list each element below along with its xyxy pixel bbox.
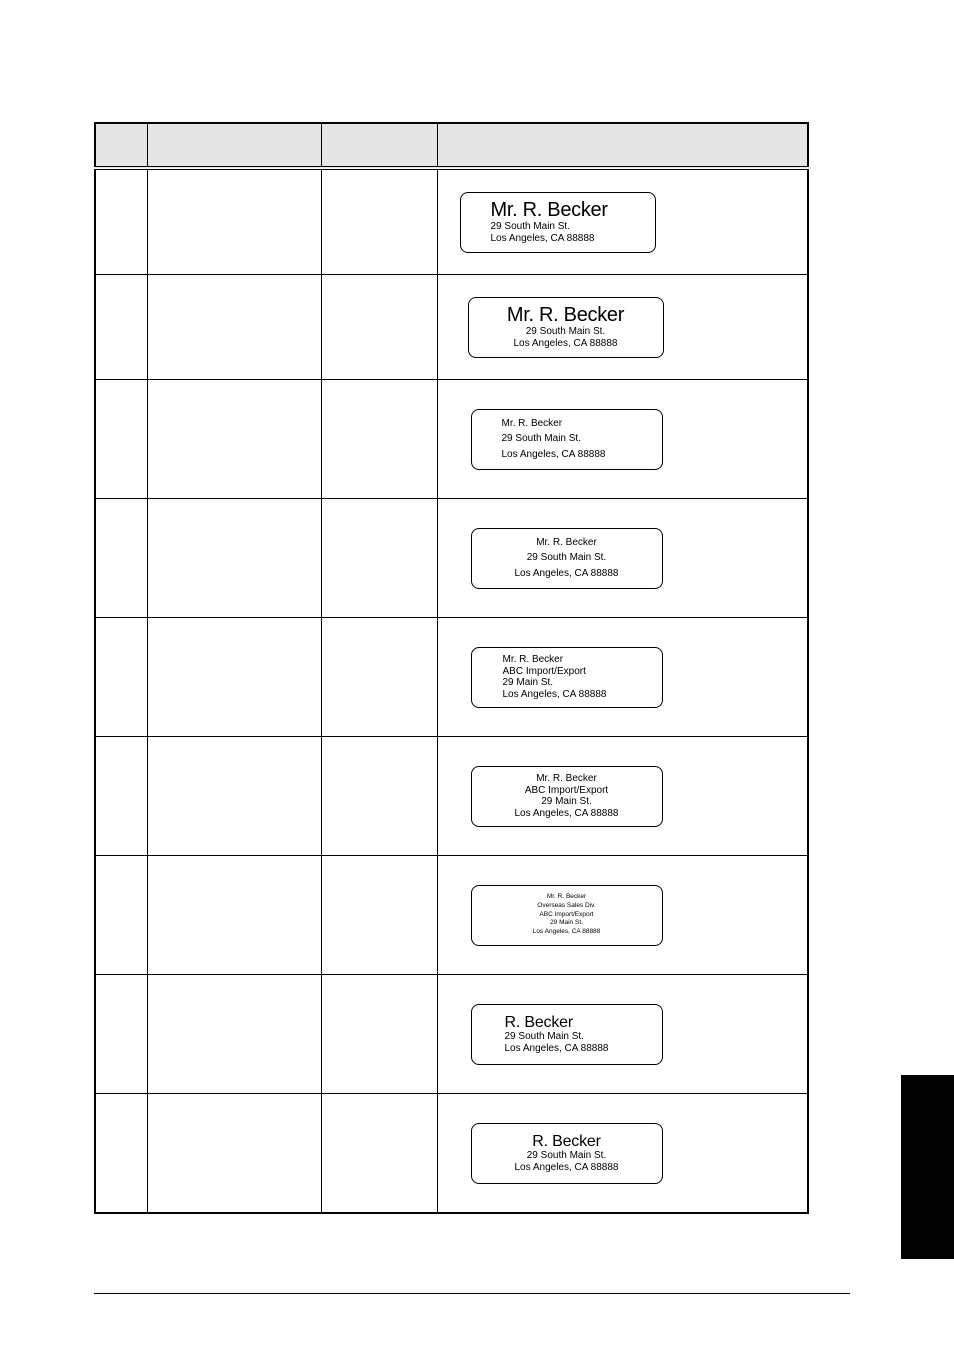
- header-cell: [321, 123, 437, 168]
- label-line: Los Angeles, CA 88888: [513, 337, 618, 349]
- sample-cell: [437, 737, 808, 856]
- table-cell: [95, 380, 147, 499]
- table-cell: [95, 618, 147, 737]
- table-cell: [321, 168, 437, 275]
- label-line: R. Becker: [504, 1013, 573, 1031]
- sample-cell: [437, 168, 808, 275]
- table-row: [95, 737, 808, 856]
- label-line: Mr. R. Becker: [502, 654, 564, 665]
- table-row: [95, 168, 808, 275]
- table-cell: [95, 975, 147, 1094]
- table-row: [95, 975, 808, 1094]
- sample-cell: [437, 275, 808, 380]
- label-line: 29 South Main St.: [504, 1031, 584, 1043]
- table-cell: [321, 1094, 437, 1214]
- table-cell: [95, 1094, 147, 1214]
- label-line: Mr. R. Becker: [536, 773, 597, 784]
- table-cell: [147, 499, 321, 618]
- table-cell: [147, 1094, 321, 1214]
- table-cell: [95, 737, 147, 856]
- table-row: [95, 380, 808, 499]
- sample-cell: [437, 856, 808, 975]
- table-row: [95, 499, 808, 618]
- label-line: Los Angeles, CA 88888: [501, 448, 606, 460]
- table-cell: [321, 737, 437, 856]
- sample-cell: [437, 975, 808, 1094]
- table-cell: [95, 856, 147, 975]
- label-line: Los Angeles, CA 88888: [532, 928, 601, 936]
- label-layout-table: [94, 122, 809, 1214]
- sample-cell: [437, 380, 808, 499]
- section-thumb-tab: [901, 1075, 954, 1259]
- table-row: [95, 1094, 808, 1214]
- label-sample: [471, 1123, 663, 1184]
- label-line: Mr. R. Becker: [546, 893, 587, 901]
- label-line: 29 South Main St.: [525, 326, 606, 337]
- label-line: 29 Main St.: [550, 919, 583, 927]
- table-row: [95, 275, 808, 380]
- table-cell: [321, 275, 437, 380]
- footer-divider: [94, 1293, 850, 1294]
- table-cell: [95, 168, 147, 275]
- table-cell: [321, 856, 437, 975]
- label-line: Los Angeles, CA 88888: [514, 807, 619, 819]
- label-sample: [471, 528, 663, 589]
- header-cell: [147, 123, 321, 168]
- label-line: Los Angeles, CA 88888: [504, 1042, 609, 1054]
- label-line: 29 South Main St.: [526, 1150, 607, 1162]
- label-line: Los Angeles, CA 88888: [514, 1161, 619, 1173]
- label-sample: [471, 766, 663, 827]
- table-header-row: [95, 123, 808, 168]
- label-line: R. Becker: [532, 1132, 601, 1150]
- label-line: 29 South Main St.: [501, 433, 581, 445]
- label-line: Mr. R. Becker: [501, 417, 563, 429]
- label-sample: [468, 297, 664, 358]
- table-cell: [321, 975, 437, 1094]
- header-cell: [437, 123, 808, 168]
- label-line: Overseas Sales Div.: [537, 901, 596, 909]
- sample-cell: [437, 1094, 808, 1214]
- table-cell: [321, 380, 437, 499]
- label-line: Mr. R. Becker: [536, 536, 597, 548]
- label-sample: [471, 409, 663, 470]
- table-cell: [95, 499, 147, 618]
- label-line: Mr. R. Becker: [490, 199, 608, 221]
- table-cell: [147, 168, 321, 275]
- label-sample: [471, 1004, 663, 1065]
- table-row: [95, 618, 808, 737]
- label-line: 29 Main St.: [541, 796, 592, 807]
- label-line: Mr. R. Becker: [506, 304, 625, 326]
- label-line: ABC Import/Export: [539, 910, 594, 918]
- header-cell: [95, 123, 147, 168]
- table-cell: [321, 499, 437, 618]
- table-cell: [147, 275, 321, 380]
- table-row: [95, 856, 808, 975]
- table-cell: [147, 618, 321, 737]
- table-cell: [147, 737, 321, 856]
- label-line: ABC Import/Export: [524, 784, 609, 796]
- table-cell: [321, 618, 437, 737]
- label-line: ABC Import/Export: [502, 665, 586, 677]
- label-line: 29 South Main St.: [490, 221, 570, 232]
- label-line: Los Angeles, CA 88888: [490, 232, 595, 244]
- label-line: Los Angeles, CA 88888: [514, 567, 619, 579]
- label-line: 29 South Main St.: [526, 552, 607, 564]
- table-cell: [147, 380, 321, 499]
- label-line: 29 Main St.: [502, 677, 554, 688]
- label-line: Los Angeles, CA 88888: [502, 688, 607, 700]
- table-cell: [95, 275, 147, 380]
- sample-cell: [437, 499, 808, 618]
- label-sample: [460, 192, 656, 253]
- sample-cell: [437, 618, 808, 737]
- label-sample: [471, 647, 663, 708]
- table-cell: [147, 856, 321, 975]
- table-cell: [147, 975, 321, 1094]
- label-sample: [471, 885, 663, 946]
